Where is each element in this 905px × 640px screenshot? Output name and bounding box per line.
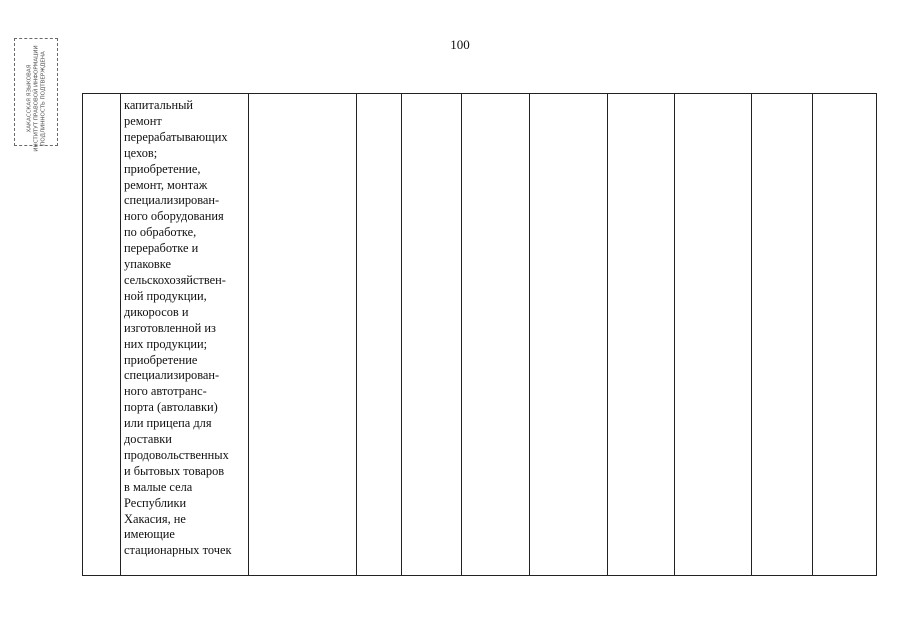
description-line: упаковке [124,257,171,272]
stamp-line: ИНСТИТУТ ПРАВОВОЙ ИНФОРМАЦИИ [33,45,40,152]
description-line: специализирован- [124,368,220,383]
stamp-line: ХАКАССКАЯ ЯЗЫКОВАЯ [26,64,33,133]
description-line: специализирован- [124,193,220,208]
stamp-line: ПОДЛИННОСТЬ ПОДТВЕРЖДЕНА [40,51,47,146]
description-line: в малые села [124,479,193,494]
program-table [82,93,877,576]
description-line: Хакасия, не [124,511,186,526]
description-line: переработке и [124,241,199,256]
description-line: цехов; [124,145,158,160]
description-cell [121,94,249,576]
empty-cell [530,94,608,576]
empty-cell [402,94,462,576]
description-line: имеющие [124,527,175,542]
description-line: перерабатывающих [124,129,228,144]
description-line: порта (автолавки) [124,400,218,415]
certification-stamp [14,38,58,152]
description-line: ремонт, монтаж [124,177,208,192]
stamp-text [27,45,48,153]
description-line: них продукции; [124,336,208,351]
description-line: ного автотранс- [124,384,207,399]
description-line: ремонт [124,113,162,128]
description-line: или прицепа для [124,416,212,431]
description-line: Республики [124,495,187,510]
page-number: 100 [450,37,470,52]
description-line: продовольственных [124,447,229,462]
description-line: приобретение [124,352,198,367]
description-line: по обработке, [124,225,197,240]
table-row [83,94,877,576]
empty-cell [357,94,402,576]
description-line: стационарных точек [124,543,232,558]
description-line: приобретение, [124,161,201,176]
empty-cell [675,94,752,576]
empty-cell [608,94,675,576]
description-line: дикоросов и [124,304,189,319]
empty-cell [249,94,357,576]
number-cell [83,94,121,576]
empty-cell [813,94,877,576]
empty-cell [752,94,813,576]
empty-cell [462,94,530,576]
description-line: сельскохозяйствен- [124,272,226,287]
description-line: доставки [124,432,172,447]
description-line: и бытовых товаров [124,463,225,478]
description-line: изготовленной из [124,320,216,335]
description-line: ной продукции, [124,288,207,303]
description-line: капитальный [124,98,194,112]
description-line: ного оборудования [124,209,224,224]
